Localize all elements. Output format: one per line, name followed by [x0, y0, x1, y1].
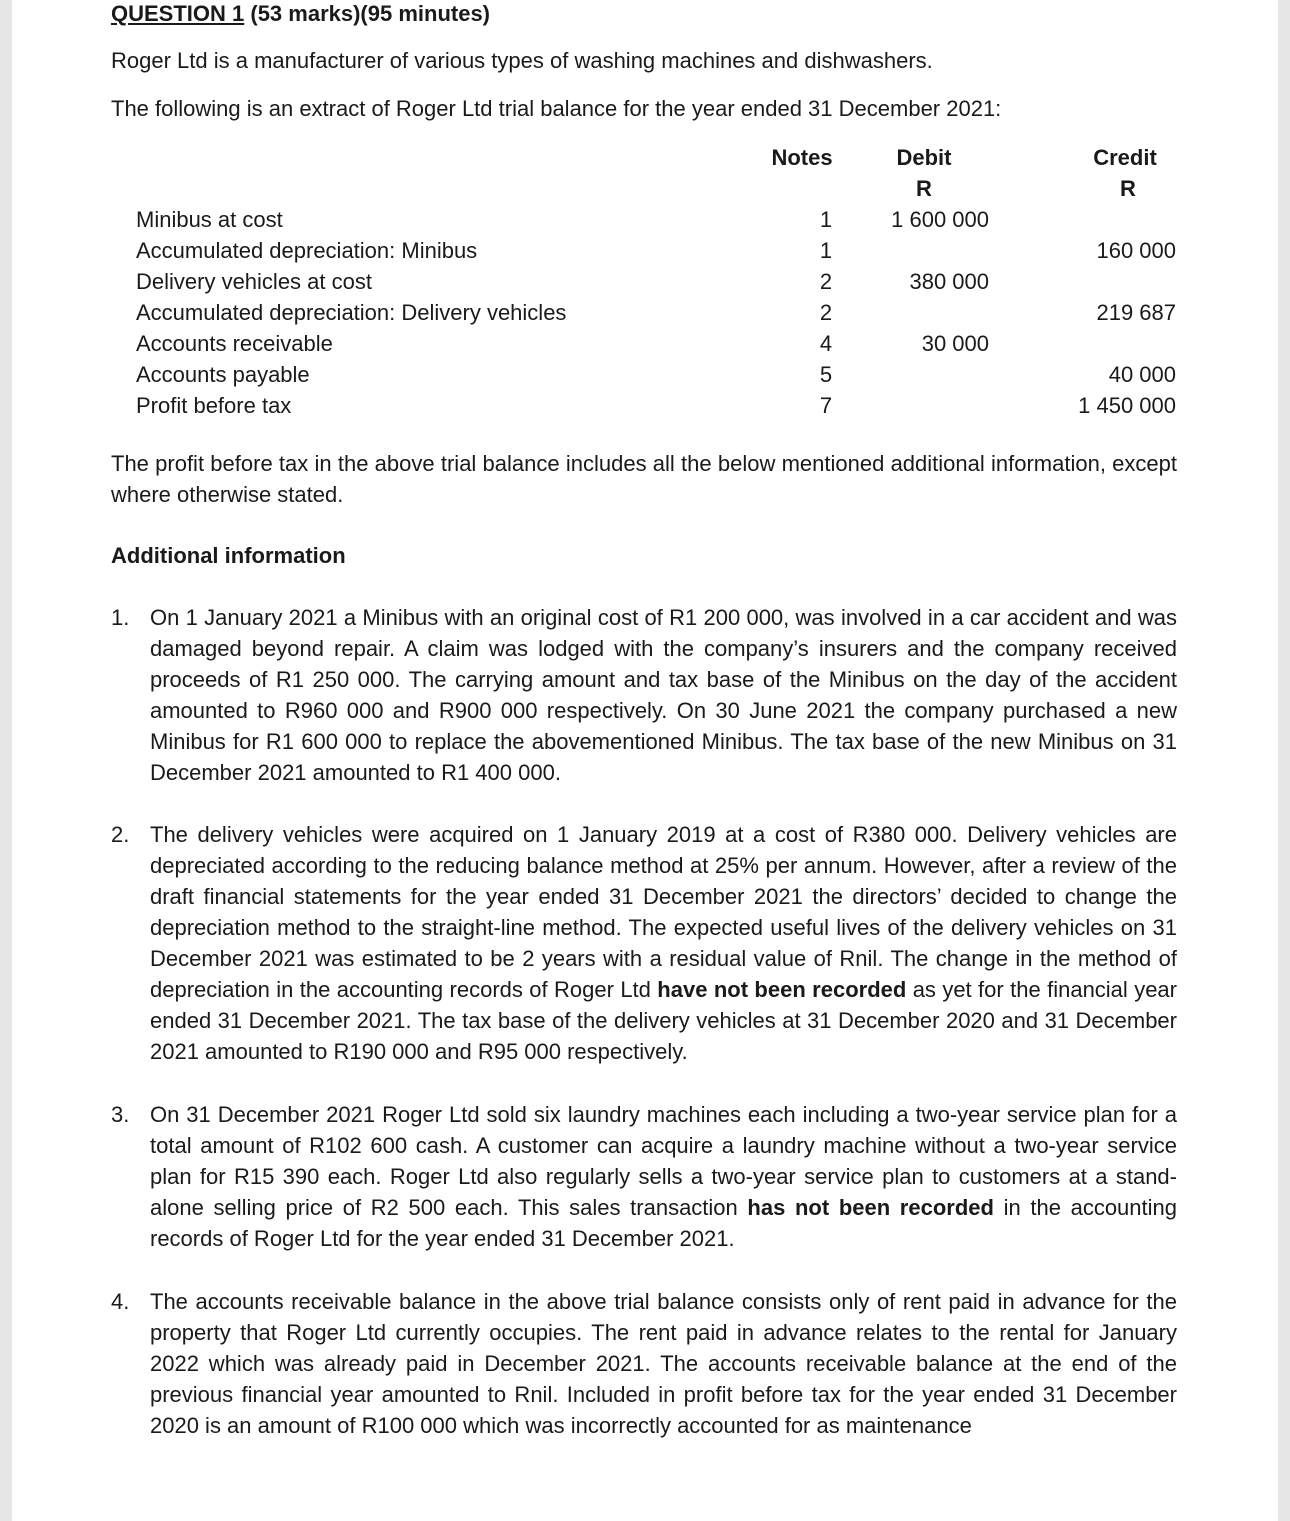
- row-note: 4: [819, 331, 833, 356]
- row-credit: 219 687: [1096, 300, 1176, 325]
- list-item: [111, 819, 1177, 1067]
- trial-balance-intro: The following is an extract of Roger Ltd trial balance for the year ended 31 December 2021:: [111, 96, 1002, 121]
- row-credit: 1 450 000: [1078, 393, 1176, 418]
- row-credit: 40 000: [1108, 362, 1176, 387]
- question-marks: (53 marks)(95 minutes): [244, 1, 491, 26]
- table-row: [136, 328, 1176, 359]
- item-bold-text: has not been recorded: [747, 1195, 994, 1220]
- item-number: 2.: [111, 822, 130, 847]
- item-number: 1.: [111, 605, 130, 630]
- row-note: 5: [819, 362, 833, 387]
- question-number: QUESTION 1: [111, 1, 245, 26]
- row-description: Accounts payable: [136, 362, 310, 387]
- table-row: [136, 359, 1176, 390]
- row-debit: 30 000: [921, 331, 989, 356]
- table-row: [136, 266, 1176, 297]
- row-description: Profit before tax: [136, 393, 292, 418]
- item-text-part: as yet for the financial year ended 31 December 2021. The tax base of the delivery vehicles at 31 December 2020 and 31 December 2021 amounted to R190 000 and R95 000 respectively.: [150, 977, 1177, 1064]
- intro-paragraph: Roger Ltd is a manufacturer of various types of washing machines and dishwashers.: [111, 48, 933, 73]
- row-debit: 1 600 000: [891, 207, 989, 232]
- document-page: [12, 0, 1278, 1521]
- row-note: 1: [819, 238, 833, 263]
- item-number: 3.: [111, 1102, 130, 1127]
- table-row: [136, 204, 1176, 235]
- credit-header: Credit: [1093, 145, 1157, 170]
- row-description: Minibus at cost: [136, 207, 283, 232]
- item-text: [150, 1099, 1177, 1254]
- item-text-part: On 31 December 2021 Roger Ltd sold six laundry machines each including a two-year service plan for a total amount of R102 600 cash. A customer can acquire a laundry machine without a two-year service plan for R15 390 each. Roger Ltd also regularly sells a two-year service plan to customers at a stand-alone selling price of R2 500 each. This sales transaction: [150, 1102, 1177, 1220]
- row-description: Accumulated depreciation: Delivery vehicles: [136, 300, 567, 325]
- item-text: [150, 819, 1177, 1067]
- list-item: [111, 1286, 1177, 1441]
- item-number: 4.: [111, 1289, 130, 1314]
- item-text-part: The delivery vehicles were acquired on 1 January 2019 at a cost of R380 000. Delivery vehicles are depreciated according to the reducing balance method at 25% per annum. However, after a review of the draft financial statements for the year ended 31 December 2021 the directors’ decided to change the depreciation method to the straight-line method. The expected useful lives of the delivery vehicles on 31 December 2021 was estimated to be 2 years with a residual value of Rnil. The change in the method of depreciation in the accounting records of Roger Ltd: [150, 822, 1177, 1002]
- row-credit: 160 000: [1096, 238, 1176, 263]
- row-debit: 380 000: [909, 269, 989, 294]
- item-text: On 1 January 2021 a Minibus with an original cost of R1 200 000, was involved in a car accident and was damaged beyond repair. A claim was lodged with the company’s insurers and the company received proceeds of R1 250 000. The carrying amount and tax base of the Minibus on the day of the accident amounted to R960 000 and R900 000 respectively. On 30 June 2021 the company purchased a new Minibus for R1 600 000 to replace the abovementioned Minibus. The tax base of the new Minibus on 31 December 2021 amounted to R1 400 000.: [150, 605, 1177, 785]
- list-item: [111, 1099, 1177, 1254]
- row-note: 7: [819, 393, 833, 418]
- row-description: Delivery vehicles at cost: [136, 269, 372, 294]
- row-note: 2: [819, 300, 833, 325]
- row-note: 1: [819, 207, 833, 232]
- table-row: [136, 235, 1176, 266]
- list-item: [111, 602, 1177, 788]
- credit-unit: R: [1120, 176, 1136, 201]
- question-title: [111, 0, 490, 28]
- row-description: Accounts receivable: [136, 331, 333, 356]
- row-note: 2: [819, 269, 833, 294]
- profit-note-paragraph: The profit before tax in the above trial balance includes all the below mentioned additional information, except where otherwise stated.: [111, 451, 1177, 507]
- row-description: Accumulated depreciation: Minibus: [136, 238, 478, 263]
- table-row: [136, 390, 1176, 421]
- item-text: The accounts receivable balance in the above trial balance consists only of rent paid in advance for the property that Roger Ltd currently occupies. The rent paid in advance relates to the rental for January 2022 which was already paid in December 2021. The accounts receivable balance at the end of the previous financial year amounted to Rnil. Included in profit before tax for the year ended 31 December 2020 is an amount of R100 000 which was incorrectly accounted for as maintenance: [150, 1289, 1177, 1438]
- notes-header: Notes: [771, 145, 833, 170]
- debit-header: Debit: [896, 145, 952, 170]
- item-bold-text: have not been recorded: [657, 977, 907, 1002]
- additional-info-heading: Additional information: [111, 543, 346, 568]
- debit-unit: R: [916, 176, 932, 201]
- item-text-part: in the accounting records of Roger Ltd for the year ended 31 December 2021.: [150, 1195, 1177, 1251]
- table-row: [136, 297, 1176, 328]
